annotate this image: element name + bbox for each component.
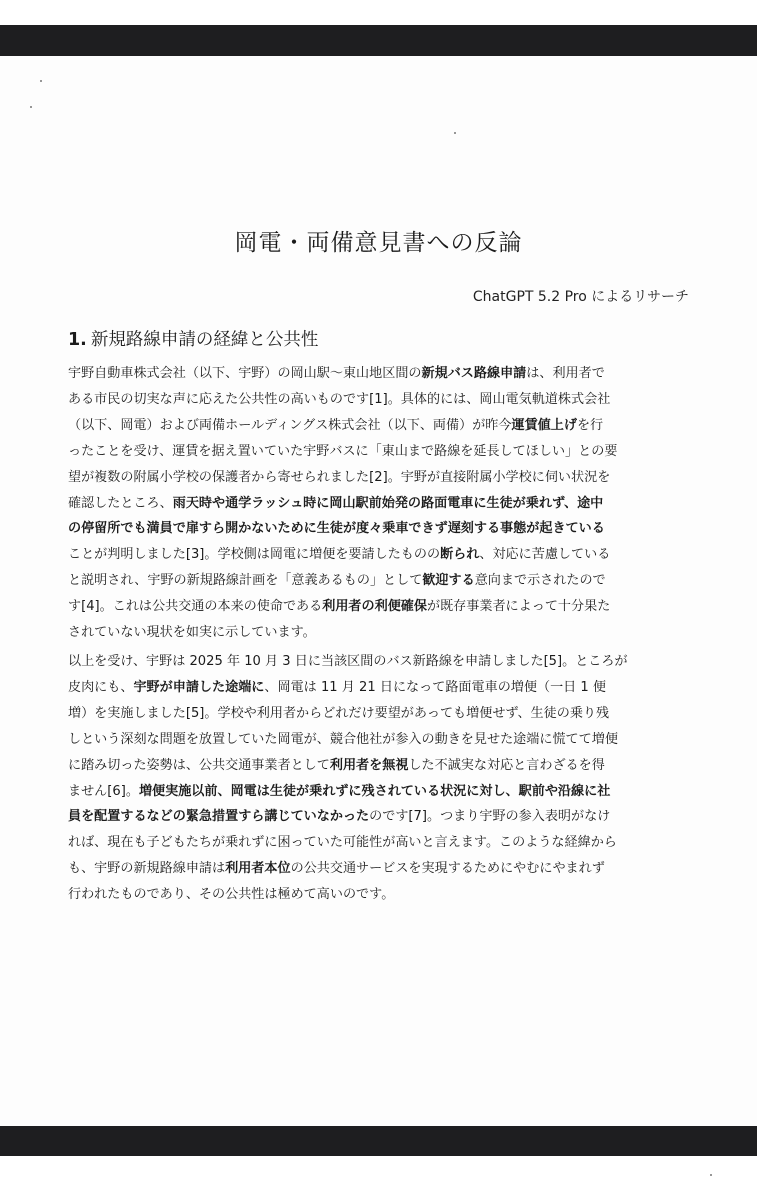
paragraph-line: しという深刻な問題を放置していた岡電が、競合他社が参入の動きを見せた途端に慌てて増便 (68, 731, 618, 747)
paragraph-line: ある市民の切実な声に応えた公共性の高いものです[1]。具体的には、岡山電気軌道株式会社 (68, 391, 611, 407)
scan-speck (30, 106, 32, 108)
scan-speck (40, 80, 42, 82)
document-subtitle: ChatGPT 5.2 Pro によるリサーチ (472, 289, 689, 305)
paragraph-line: （以下、岡電）および両備ホールディングス株式会社（以下、両備）が昨今運賃値上げを行 (68, 417, 604, 433)
paragraph-line: 宇野自動車株式会社（以下、宇野）の岡山駅〜東山地区間の新規バス路線申請は、利用者で (68, 366, 605, 381)
paragraph-line: されていない現状を如実に示しています。 (68, 625, 316, 641)
paragraph-line: に踏み切った姿勢は、公共交通事業者として利用者を無視した不誠実な対応と言わざるを得 (68, 757, 605, 773)
paragraph-line: 員を配置するなどの緊急措置すら講じていなかったのです[7]。つまり宇野の参入表明がなけ (68, 809, 611, 825)
scan-speck (710, 1174, 712, 1176)
paragraph-line: ません[6]。増便実施以前、岡電は生徒が乗れずに残されている状況に対し、駅前や沿線に社 (68, 783, 611, 799)
top-black-bar (0, 0, 757, 56)
paragraph-line: 望が複数の附属小学校の保護者から寄せられました[2]。宇野が直接附属小学校に伺い状況を (68, 469, 611, 485)
section-number: 1. (68, 330, 87, 350)
paragraph-line: も、宇野の新規路線申請は利用者本位の公共交通サービスを実現するためにやむにやまれず (68, 861, 605, 877)
paragraph-line: す[4]。これは公共交通の本来の使命である利用者の利便確保が既存事業者によって十分果た (68, 599, 611, 615)
paragraph-line: と説明され、宇野の新規路線計画を「意義あるもの」として歓迎する意向まで示されたので (68, 573, 606, 589)
paragraph-line: ことが判明しました[3]。学校側は岡電に増便を要請したものの断られ、対応に苦慮している (68, 547, 611, 563)
paragraph-line: 確認したところ、雨天時や通学ラッシュ時に岡山駅前始発の路面電車に生徒が乗れず、途中 (68, 495, 604, 511)
paragraph-2 (68, 649, 692, 908)
paragraph-line: 以上を受け、宇野は 2025 年 10 月 3 日に当該区間のバス新路線を申請しました[5]。ところが (68, 654, 628, 669)
paragraph-1 (68, 361, 692, 646)
paragraph-line: れば、現在も子どもたちが乗れずに困っていた可能性が高いと言えます。このような経緯から (68, 835, 617, 851)
top-band (0, 25, 757, 56)
scan-speck (454, 132, 456, 134)
section-heading (68, 326, 318, 351)
paragraph-line: ったことを受け、運賃を据え置いていた宇野バスに「東山まで路線を延長してほしい」との要 (68, 443, 618, 459)
bottom-band (0, 1126, 757, 1156)
paragraph-line: 行われたものであり、その公共性は極めて高いのです。 (68, 887, 395, 903)
bottom-black-bar (0, 1126, 757, 1199)
document-page (0, 56, 757, 1126)
paragraph-line: 皮肉にも、宇野が申請した途端に、岡電は 11 月 21 日になって路面電車の増便（一日 1 便 (68, 679, 606, 695)
paragraph-line: の停留所でも満員で扉すら開かないために生徒が度々乗車できず遅刻する事態が起きている (68, 521, 605, 537)
document-title: 岡電・両備意見書への反論 (234, 230, 523, 256)
section-title: 新規路線申請の経緯と公共性 (90, 330, 319, 350)
paragraph-line: 増）を実施しました[5]。学校や利用者からどれだけ要望があっても増便せず、生徒の乗り残 (68, 705, 610, 721)
